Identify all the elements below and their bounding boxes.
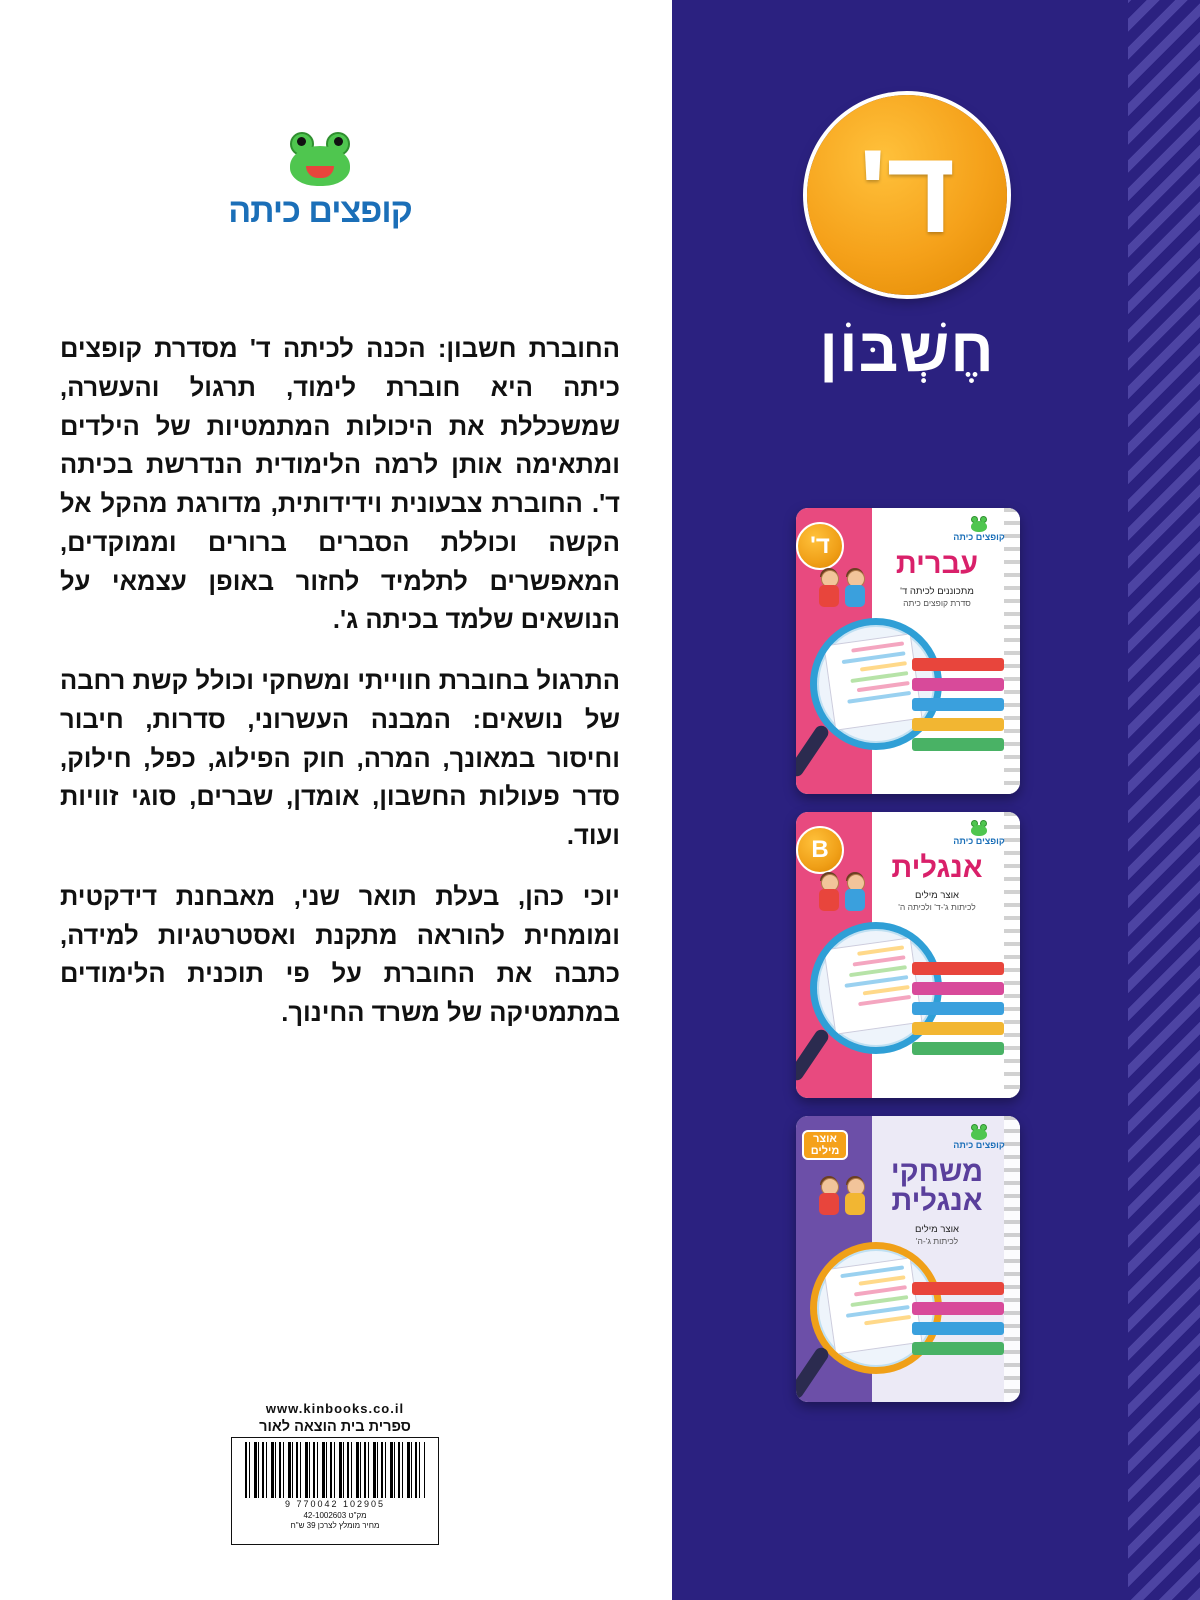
brand-logo-text: קופצים כיתה <box>228 192 412 230</box>
frog-icon <box>969 516 989 532</box>
barcode-price: מחיר מומלץ לצרכן 39 ש"ח <box>290 1521 380 1530</box>
card-subtitle-line1: מתכוננים לכיתה ד' <box>900 586 974 597</box>
card-subtitle-line2: לכיתות ג'-ד' ולכיתה ה' <box>898 901 976 912</box>
publisher-name: ספרית בית הוצאה לאור <box>259 1419 411 1435</box>
card-grade-badge: ד' <box>796 522 844 570</box>
related-book-card[interactable] <box>796 1116 1020 1402</box>
stripe-pattern <box>1128 0 1200 1600</box>
card-grade-badge: B <box>796 826 844 874</box>
grade-badge-label: ד' <box>858 126 956 258</box>
spine-panel <box>672 0 1200 1600</box>
card-subtitle <box>866 586 1008 609</box>
publisher-url[interactable]: www.kinbooks.co.il <box>265 1401 405 1416</box>
card-brand-logo <box>948 820 1010 846</box>
card-brand-text: קופצים כיתה <box>953 836 1005 846</box>
kids-illustration <box>818 570 874 614</box>
frog-icon <box>284 130 356 190</box>
card-subtitle-line1: אוצר מילים <box>914 890 960 901</box>
barcode-sku: מק"ט 42-1002603 <box>303 1511 367 1520</box>
card-title: עברית <box>895 548 979 580</box>
card-subtitle <box>866 890 1008 913</box>
kids-illustration <box>818 874 874 918</box>
barcode-digits: 9 770042 102905 <box>284 1499 386 1509</box>
card-grade-badge: אוצר מילים <box>802 1130 848 1160</box>
color-swatches <box>912 1282 1004 1362</box>
kids-illustration <box>818 1178 874 1222</box>
grade-badge <box>807 95 1007 295</box>
description-paragraph-2: התרגול בחוברת חווייתי ומשחקי וכולל קשת רחבה של נושאים: המבנה העשרוני, סדרות, חיבור וחיסור במאונך, המרה, חוק הפילוג, כפל, חילוק, סדר פעולות החשבון, אומדן, שברים, סוגי זוויות ועוד. <box>60 667 620 850</box>
card-brand-logo <box>948 1124 1010 1150</box>
description-paragraph-1: החוברת חשבון: הכנה לכיתה ד' מסדרת קופצים כיתה היא חוברת לימוד, תרגול והעשרה, שמשכללת את היכולות המתמטיות של הילדים ומתאימה אותן לרמה הלימודית הנדרשת בכיתה ד'. החוברת צבעונית וידידותית, מדורגת מהקל אל הקשה וכוללת הסברים ברורים וממוקדים, המאפשרים לתלמיד לחזור באופן עצמאי על הנושאים שלמד בכיתה ג'. <box>60 335 620 635</box>
back-cover-description <box>60 330 620 1033</box>
card-title: משחקי אנגלית <box>890 1156 984 1217</box>
publisher-block <box>235 1401 435 1435</box>
color-swatches <box>912 962 1004 1062</box>
frog-icon <box>969 1124 989 1140</box>
related-book-card[interactable] <box>796 812 1020 1098</box>
color-swatches <box>912 658 1004 758</box>
subject-title: חֶשְׁבּוֹן <box>819 316 995 385</box>
frog-icon <box>969 820 989 836</box>
card-brand-text: קופצים כיתה <box>953 532 1005 542</box>
card-subtitle-line2: לכיתות ג'-ה' <box>915 1235 959 1246</box>
card-subtitle-line1: אוצר מילים <box>914 1224 960 1235</box>
card-brand-text: קופצים כיתה <box>953 1140 1005 1150</box>
card-brand-logo <box>948 516 1010 542</box>
barcode-bars <box>245 1442 425 1498</box>
description-paragraph-3: יוכי כהן, בעלת תואר שני, מאבחנת דידקטית ומומחית להוראה מתקנת ואסטרטגיות למידה, כתבה את החוברת על פי תוכנית הלימודים במתמטיקה של משרד החינוך. <box>60 882 620 1027</box>
barcode <box>231 1437 439 1545</box>
related-book-card[interactable] <box>796 508 1020 794</box>
card-title: אנגלית <box>891 852 983 884</box>
brand-logo <box>190 130 450 250</box>
card-subtitle-line2: סדרת קופצים כיתה <box>903 597 971 608</box>
